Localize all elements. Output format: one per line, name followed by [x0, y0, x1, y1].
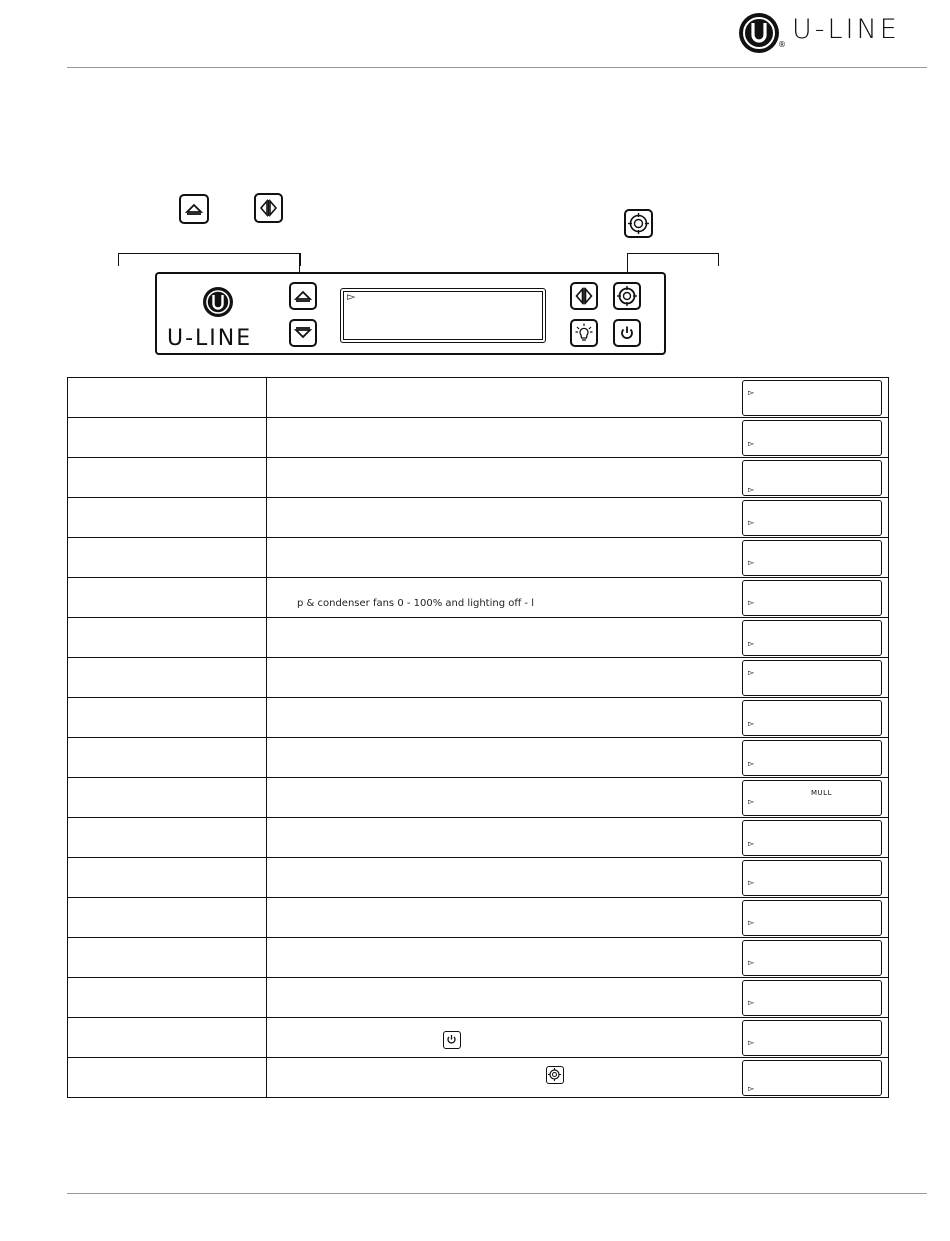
mini-display: [742, 620, 882, 656]
table-row: [68, 458, 889, 498]
brand-logo: [738, 12, 928, 54]
table-row: [68, 618, 889, 658]
left-bracket: [118, 253, 301, 266]
function-cell: [68, 378, 267, 418]
registered-mark: ®: [778, 40, 786, 49]
function-cell: [68, 1058, 267, 1098]
crosshair-select-icon: [615, 284, 639, 308]
table-row: [68, 418, 889, 458]
display-cell: [732, 1018, 889, 1058]
display-cell: [732, 618, 889, 658]
table-row: [68, 1018, 889, 1058]
display-marker: ▻: [748, 518, 755, 527]
left-right-button-legend: [254, 193, 283, 223]
mini-display: [742, 540, 882, 576]
brand-name: U-LINE: [792, 14, 900, 45]
mini-display: [742, 420, 882, 456]
display-marker: ▻: [748, 558, 755, 567]
description-cell: [267, 698, 733, 738]
description-cell: [267, 458, 733, 498]
function-cell: [68, 938, 267, 978]
display-cell: [732, 1058, 889, 1098]
function-cell: [68, 698, 267, 738]
up-arrow-icon: [291, 284, 315, 308]
description-cell: [267, 378, 733, 418]
light-button[interactable]: [570, 319, 598, 347]
description-cell: [267, 578, 733, 618]
function-cell: [68, 978, 267, 1018]
mini-display: [742, 700, 882, 736]
display-marker: ▻: [748, 668, 755, 677]
down-button[interactable]: [289, 319, 317, 347]
description-text: p & condenser fans 0 - 100% and lighting off - l: [297, 598, 534, 609]
display-marker: ▻: [748, 1038, 755, 1047]
display-marker: ▻: [748, 759, 755, 768]
function-cell: [68, 418, 267, 458]
up-arrow-icon: [181, 196, 207, 222]
lcd-display: [340, 288, 546, 343]
header-rule: [67, 67, 927, 68]
display-marker: ▻: [748, 639, 755, 648]
display-cell: [732, 978, 889, 1018]
display-cell: [732, 698, 889, 738]
select-button[interactable]: [613, 282, 641, 310]
mini-display: [742, 900, 882, 936]
display-marker: ▻: [748, 388, 755, 397]
table-row: [68, 898, 889, 938]
mini-display: [742, 1060, 882, 1096]
description-cell: [267, 1018, 733, 1058]
table-row: [68, 858, 889, 898]
table-row: [68, 738, 889, 778]
crosshair-select-icon: [626, 211, 651, 236]
display-text: MULL: [811, 789, 832, 797]
table-row: [68, 1058, 889, 1098]
display-cell: [732, 898, 889, 938]
display-marker: ▻: [748, 878, 755, 887]
up-button[interactable]: [289, 282, 317, 310]
display-cell: [732, 858, 889, 898]
table-row: [68, 778, 889, 818]
display-cell: [732, 738, 889, 778]
description-cell: [267, 818, 733, 858]
mini-display: [742, 860, 882, 896]
table-row: [68, 658, 889, 698]
description-cell: [267, 498, 733, 538]
display-cell: [732, 378, 889, 418]
function-cell: [68, 658, 267, 698]
table-row: [68, 378, 889, 418]
crosshair-select-icon: [546, 1066, 564, 1084]
description-cell: [267, 938, 733, 978]
display-cell: [732, 538, 889, 578]
mini-display: [742, 1020, 882, 1056]
mini-display: [742, 780, 882, 816]
table-row: [68, 698, 889, 738]
display-marker: ▻: [748, 439, 755, 448]
left-right-button[interactable]: [570, 282, 598, 310]
display-marker: ▻: [347, 290, 356, 303]
description-cell: [267, 898, 733, 938]
mini-display: [742, 940, 882, 976]
table-row: [68, 578, 889, 618]
left-right-arrow-icon: [256, 195, 281, 221]
display-marker: ▻: [748, 918, 755, 927]
description-cell: [267, 978, 733, 1018]
mini-display: [742, 980, 882, 1016]
power-icon: [615, 321, 639, 345]
description-cell: [267, 1058, 733, 1098]
function-cell: [68, 898, 267, 938]
display-cell: [732, 578, 889, 618]
mini-display: [742, 820, 882, 856]
description-cell: [267, 658, 733, 698]
function-cell: [68, 498, 267, 538]
light-bulb-icon: [572, 321, 596, 345]
control-panel: [155, 272, 666, 355]
function-cell: [68, 778, 267, 818]
footer-rule: [67, 1193, 927, 1194]
mini-display: [742, 580, 882, 616]
display-cell: [732, 778, 889, 818]
display-marker: ▻: [748, 719, 755, 728]
description-cell: [267, 738, 733, 778]
right-bracket: [627, 253, 719, 266]
mini-display: [742, 740, 882, 776]
table-row: [68, 498, 889, 538]
mini-display: [742, 500, 882, 536]
power-button[interactable]: [613, 319, 641, 347]
display-cell: [732, 818, 889, 858]
display-marker: ▻: [748, 598, 755, 607]
display-cell: [732, 418, 889, 458]
description-cell: [267, 618, 733, 658]
table-row: [68, 818, 889, 858]
description-cell: [267, 778, 733, 818]
display-marker: ▻: [748, 998, 755, 1007]
panel-logo-icon: [202, 286, 234, 318]
function-cell: [68, 618, 267, 658]
up-button-legend: [179, 194, 209, 224]
function-cell: [68, 858, 267, 898]
display-marker: ▻: [748, 1084, 755, 1093]
function-cell: [68, 818, 267, 858]
function-cell: [68, 1018, 267, 1058]
down-arrow-icon: [291, 321, 315, 345]
table-row: [68, 978, 889, 1018]
u-line-logo-icon: [738, 12, 780, 54]
table-row: [68, 538, 889, 578]
display-marker: ▻: [748, 839, 755, 848]
mini-display: [742, 660, 882, 696]
display-cell: [732, 658, 889, 698]
display-reference-table: [67, 377, 889, 1098]
function-cell: [68, 458, 267, 498]
power-icon: [443, 1031, 461, 1049]
function-cell: [68, 738, 267, 778]
left-right-arrow-icon: [572, 284, 596, 308]
select-button-legend: [624, 209, 653, 238]
display-cell: [732, 498, 889, 538]
function-cell: [68, 538, 267, 578]
display-marker: ▻: [748, 485, 755, 494]
mini-display: [742, 460, 882, 496]
description-cell: [267, 858, 733, 898]
mini-display: [742, 380, 882, 416]
display-cell: [732, 938, 889, 978]
display-marker: ▻: [748, 797, 755, 806]
display-cell: [732, 458, 889, 498]
panel-brand-name: U-LINE: [167, 326, 253, 351]
table-row: [68, 938, 889, 978]
function-cell: [68, 578, 267, 618]
description-cell: [267, 538, 733, 578]
description-cell: [267, 418, 733, 458]
display-marker: ▻: [748, 958, 755, 967]
